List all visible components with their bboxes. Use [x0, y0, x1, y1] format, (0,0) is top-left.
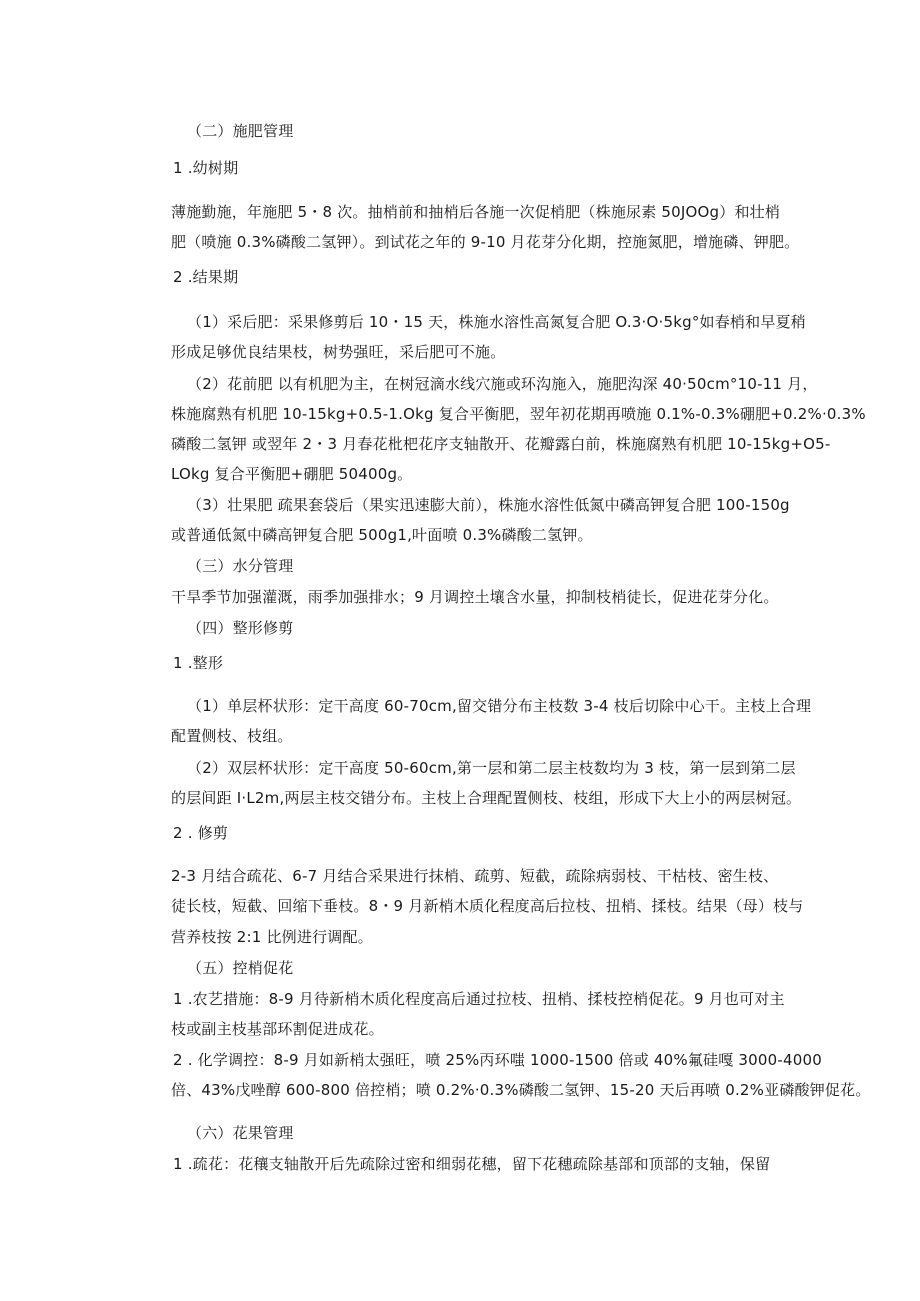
section-heading-water: （三）水分管理: [187, 557, 294, 575]
paragraph-line: （1）单层杯状形：定干高度 60-70cm,留交错分布主枝数 3-4 枝后切除中心干。主枝上合理: [187, 697, 812, 715]
subheading-trimming: 2 . 修剪: [173, 824, 229, 842]
paragraph-line: 配置侧枝、枝组。: [171, 727, 293, 745]
section-heading-fertilizer: （二）施肥管理: [187, 122, 294, 140]
section-heading-flower-fruit: （六）花果管理: [187, 1124, 294, 1142]
paragraph-line: 形成足够优良结果枝，树势强旺，采后肥可不施。: [171, 343, 506, 361]
paragraph-line: 1 .疏花：花穰支轴散开后先疏除过密和细弱花穗，留下花穗疏除基部和顶部的支轴，保留: [173, 1155, 771, 1173]
section-heading-shoot-control: （五）控梢促花: [187, 959, 294, 977]
paragraph-line: 2-3 月结合疏花、6-7 月结合采果进行抹梢、疏剪、短截，疏除病弱枝、干枯枝、密生枝、: [171, 867, 779, 885]
subheading-shaping: 1 .整形: [173, 654, 224, 672]
paragraph-line: 磷酸二氢钾 或翌年 2・3 月春花枇杷花序支轴散开、花瓣露白前，株施腐熟有机肥 10-15kg+O5-: [171, 435, 831, 453]
subheading-young-tree: 1 .幼树期: [173, 159, 239, 177]
paragraph-line: 2 . 化学调控：8-9 月如新梢太强旺，喷 25%丙环嗤 1000-1500 倍或 40%氟硅嘎 3000-4000: [173, 1051, 822, 1069]
paragraph-line: 或普通低氮中磷高钾复合肥 500g1,叶面喷 0.3%磷酸二氢钾。: [171, 526, 593, 544]
section-heading-pruning: （四）整形修剪: [187, 619, 294, 637]
paragraph-line: （3）壮果肥 疏果套袋后（果实迅速膨大前），株施水溶性低氮中磷高钾复合肥 100-150g: [187, 496, 790, 514]
paragraph-line: 株施腐熟有机肥 10-15kg+0.5-1.Okg 复合平衡肥，翌年初花期再喷施 0.1%-0.3%硼肥+0.2%·0.3%: [171, 405, 866, 423]
paragraph-line: 徒长枝，短截、回缩下垂枝。8・9 月新梢木质化程度高后拉枝、扭梢、揉枝。结果（母）枝与: [171, 897, 804, 915]
subheading-fruiting: 2 .结果期: [173, 268, 239, 286]
paragraph-line: 的层间距 I·L2m,两层主枝交错分布。主枝上合理配置侧枝、枝组，形成下大上小的两层树冠。: [171, 789, 802, 807]
paragraph-line: 倍、43%戊唑醇 600-800 倍控梢；喷 0.2%·0.3%磷酸二氢钾、15-20 天后再喷 0.2%亚磷酸钾促花。: [171, 1081, 871, 1099]
paragraph-line: 干旱季节加强灌溉，雨季加强排水；9 月调控土壤含水量，抑制枝梢徒长，促进花芽分化。: [171, 588, 779, 606]
paragraph-line: 薄施勤施，年施肥 5・8 次。抽梢前和抽梢后各施一次促梢肥（株施尿素 50JOOg）和壮梢: [171, 203, 781, 221]
paragraph-line: 枝或副主枝基部环割促进成花。: [171, 1020, 384, 1038]
paragraph-line: 肥（喷施 0.3%磷酸二氢钾）。到试花之年的 9-10 月花芽分化期，控施氮肥，增施磷、钾肥。: [171, 233, 800, 251]
paragraph-line: （2）双层杯状形：定干高度 50-60cm,第一层和第二层主枝数均为 3 枝，第一层到第二层: [187, 759, 796, 777]
paragraph-line: （1）采后肥：采果修剪后 10・15 天，株施水溶性高氮复合肥 O.3·O·5kg°如春梢和早夏稍: [187, 313, 806, 331]
paragraph-line: （2）花前肥 以有机肥为主，在树冠滴水线穴施或环沟施入，施肥沟深 40·50cm°10-11 月，: [187, 375, 818, 393]
paragraph-line: 1 .农艺措施：8-9 月待新梢木质化程度高后通过拉枝、扭梢、揉枝控梢促花。9 月也可对主: [173, 990, 785, 1008]
paragraph-line: 营养枝按 2:1 比例进行调配。: [171, 928, 373, 946]
paragraph-line: LOkg 复合平衡肥+硼肥 50400g。: [171, 465, 413, 483]
